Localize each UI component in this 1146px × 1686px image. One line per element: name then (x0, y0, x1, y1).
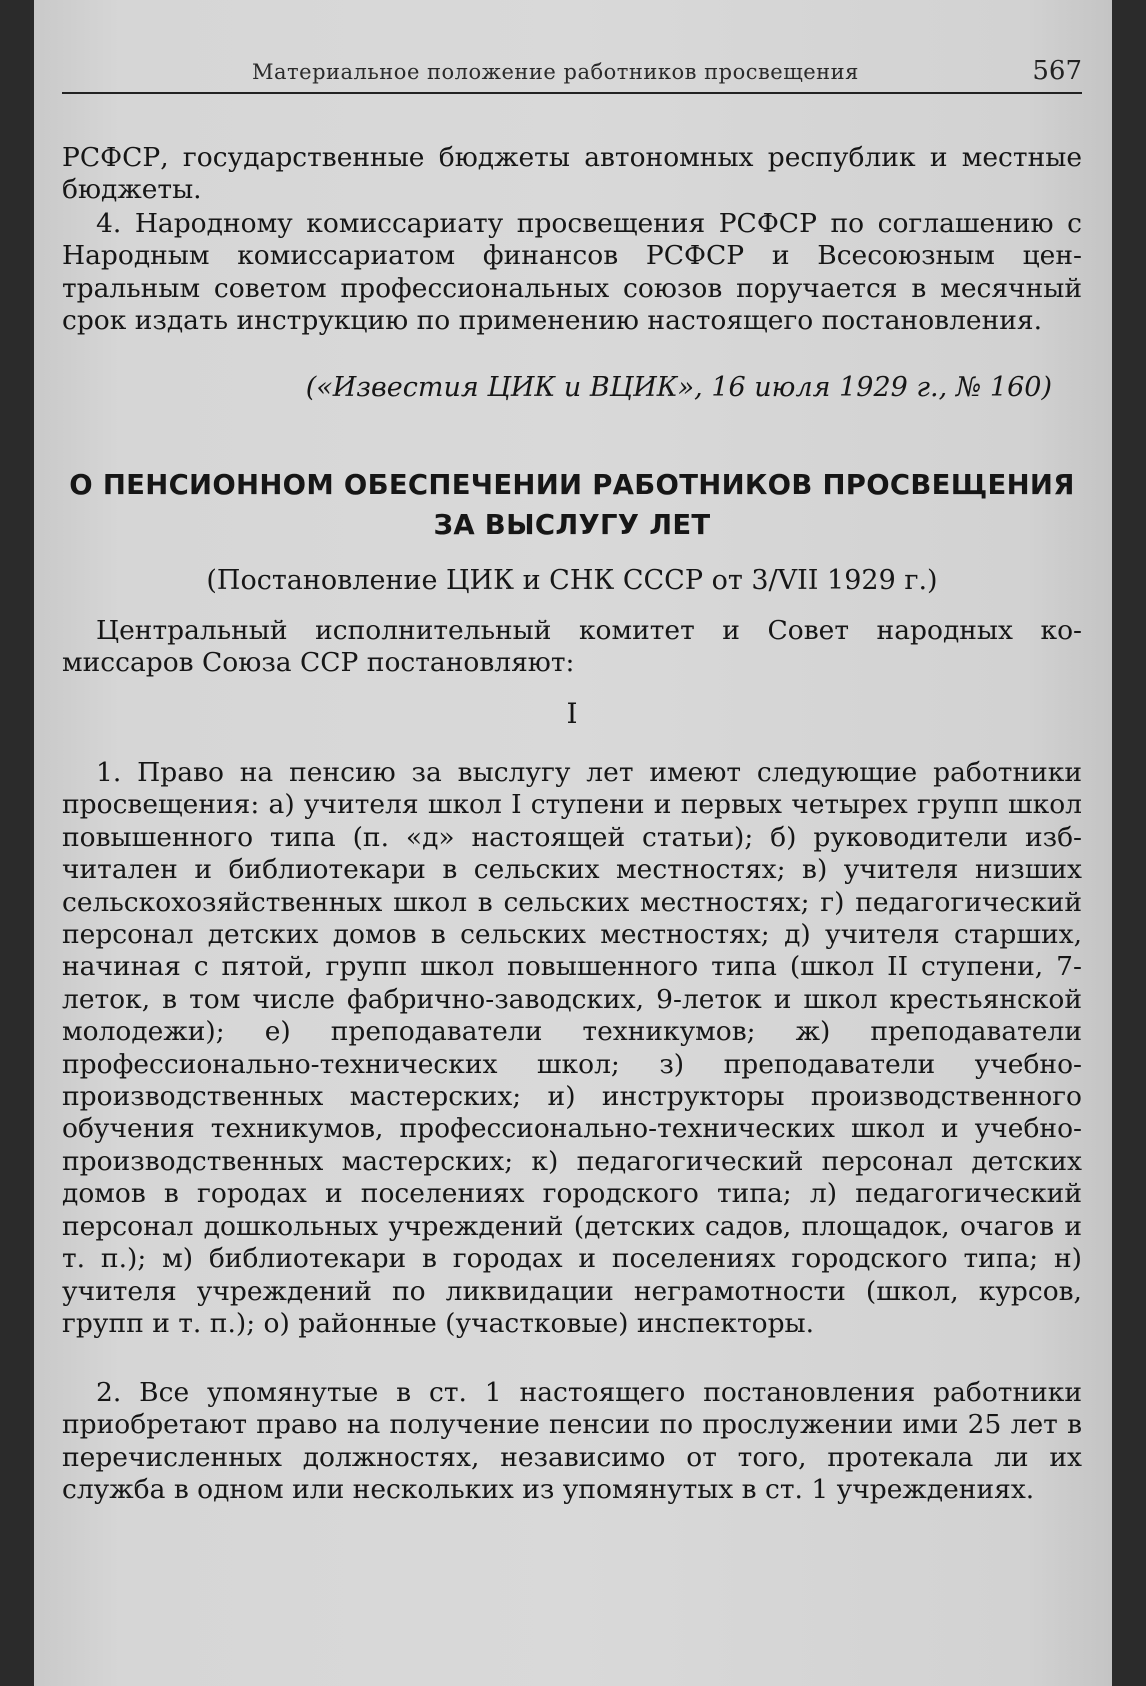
section-title (62, 465, 1082, 545)
chapter-numeral: I (566, 697, 578, 730)
paragraph-point-4: 4. Народному комиссариату просвещения РСФСР по соглашению с Народным комиссариатом финансов РСФСР и Всесоюзным центральным советом профессиональных союзов поручается в месячный срок издать инструкцию по применению настоящего постановления. (62, 208, 1082, 337)
article-2-paragraph: 2. Все упомянутые в ст. 1 настоящего постановления работники приобретают право на получение пенсии по прослужении ими 25 лет в перечисленных должностях, независимо от того, протекала ли их служба в одном или нескольких из упомянутых в ст. 1 учреждениях. (62, 1377, 1082, 1506)
article-1-paragraph: 1. Право на пенсию за выслугу лет имеют следующие работники просвещения: а) учителя школ I ступени и первых четырех групп школ повышенного типа (п. «д» настоящей статьи); б) руководители изб-читален и библиотекари в сельских местностях; в) учителя низших сельскохозяйственных школ в сельских местностях; г) педагогический персонал детских домов в сельских местностях; д) учителя старших, начиная с пятой, групп школ повышенного типа (школ II ступени, 7-леток, в том числе фабрично-заводских, 9-леток и школ крестьянской молодежи); е) преподаватели техникумов; ж) преподаватели профессионально-технических школ; з) преподаватели учебно-производственных мастерских; и) инструкторы производственного обучения техникумов, профессионально-технических школ и учебно-производственных мастерских; к) педагогический персонал детских домов в городах и поселениях городского типа; л) педагогический персонал дошкольных учреждений (детских садов, площадок, очагов и т. п.); м) библиотекари в городах и поселениях городского типа; н) учителя учреждений по ликвидации неграмотности (школ, курсов, групп и т. п.); о) районные (участковые) инспекторы. (62, 757, 1082, 1339)
preamble-paragraph: Центральный исполнительный комитет и Совет народных комиссаров Союза ССР постановляют: (62, 615, 1082, 679)
section-subtitle: (Постановление ЦИК и СНК СССР от 3/VII 1929 г.) (206, 565, 938, 596)
source-citation: («Известия ЦИК и ВЦИК», 16 июля 1929 г., № 160) (305, 372, 1052, 403)
book-page (34, 0, 1112, 1686)
page-header (62, 58, 1082, 94)
paragraph-continuation: РСФСР, государственные бюджеты автономных республик и местные бюджеты. (62, 142, 1082, 206)
section-title-line-2: ЗА ВЫСЛУГУ ЛЕТ (433, 509, 711, 541)
page-number: 567 (1032, 56, 1082, 86)
section-title-line-1: О ПЕНСИОННОМ ОБЕСПЕЧЕНИИ РАБОТНИКОВ ПРОСВЕЩЕНИЯ (69, 469, 1075, 501)
running-title: Материальное положение работников просвещения (252, 60, 859, 84)
